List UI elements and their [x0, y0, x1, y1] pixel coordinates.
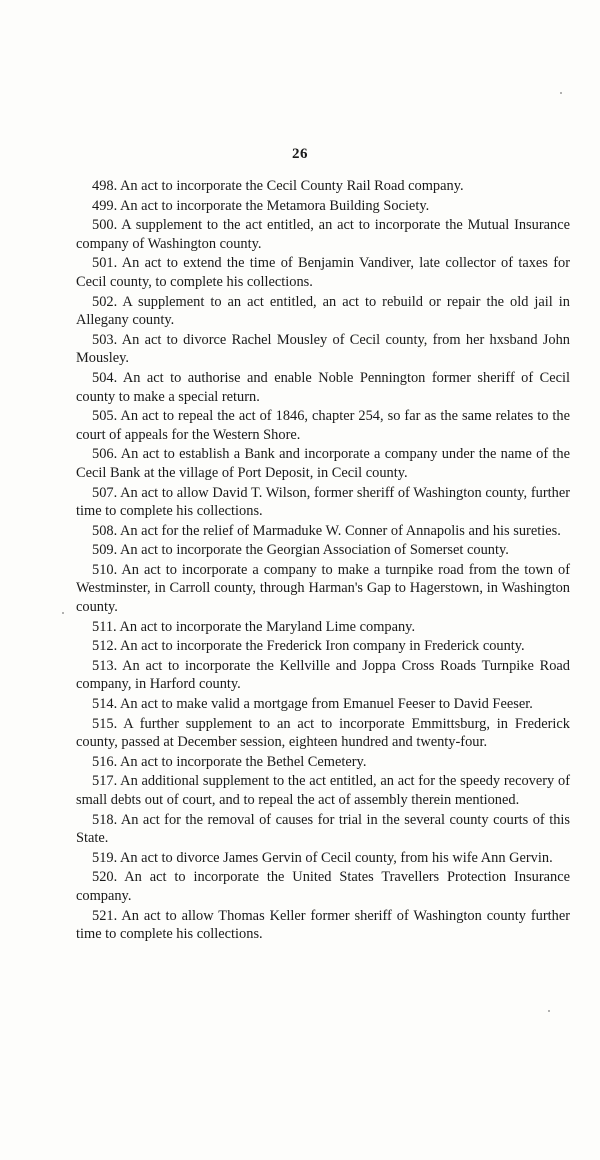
act-number: 505. — [92, 408, 118, 425]
act-entry — [76, 331, 570, 368]
act-number: 501. — [92, 255, 118, 272]
act-number: 512. — [92, 638, 118, 655]
act-number: 508. — [92, 522, 118, 539]
act-title: An act to repeal the act of 1846, chapter 254, so far as the same relates to the court of appeals for the Western Shore. — [76, 408, 570, 443]
act-entry — [76, 445, 570, 482]
act-entry — [76, 216, 570, 253]
act-number: 518. — [92, 811, 118, 828]
act-title: An act for the relief of Marmaduke W. Conner of Annapolis and his sureties. — [120, 522, 561, 539]
page-number: 26 — [292, 146, 308, 162]
paper-speck — [62, 612, 64, 614]
act-number: 503. — [92, 331, 118, 348]
act-entry — [76, 657, 570, 694]
act-entry — [76, 715, 570, 752]
act-title: An act for the removal of causes for trial in the several county courts of this State. — [76, 811, 570, 847]
act-entry — [76, 254, 570, 291]
act-entry — [76, 868, 570, 905]
acts-list — [76, 177, 570, 945]
act-title: A supplement to the act entitled, an act to incorporate the Mutual Insurance company of Washington county. — [76, 217, 570, 252]
act-title: An act to incorporate the Metamora Building Society. — [120, 197, 430, 214]
act-title: An act to establish a Bank and incorporate a company under the name of the Cecil Bank at the village of Port Deposit, in Cecil county. — [76, 446, 570, 481]
act-title: An act to incorporate the Cecil County Rail Road company. — [120, 178, 464, 194]
act-number: 507. — [92, 484, 118, 501]
act-title: An act to incorporate the Kellville and Joppa Cross Roads Turnpike Road company, in Harford county. — [76, 657, 570, 693]
act-number: 511. — [92, 618, 117, 635]
act-title: An act to incorporate the Frederick Iron company in Frederick county. — [120, 638, 525, 655]
act-title: An act to allow David T. Wilson, former sheriff of Washington county, further time to complete his collections. — [76, 484, 570, 520]
act-entry — [76, 484, 570, 521]
act-number: 510. — [92, 561, 118, 578]
act-number: 519. — [92, 849, 118, 866]
act-title: An act to divorce James Gervin of Cecil county, from his wife Ann Gervin. — [120, 849, 553, 866]
act-number: 517. — [92, 773, 118, 790]
act-title: An act to authorise and enable Noble Pennington former sheriff of Cecil county to make a special return. — [76, 369, 570, 405]
act-title: A further supplement to an act to incorporate Emmittsburg, in Frederick county, passed at December session, eighteen hundred and twenty-four. — [76, 715, 570, 751]
act-title: An act to incorporate the Georgian Association of Somerset county. — [120, 542, 509, 559]
act-entry — [76, 293, 570, 330]
act-title: An act to incorporate the United States Travellers Protection Insurance company. — [76, 869, 570, 904]
act-title: An act to extend the time of Benjamin Vandiver, late collector of taxes for Cecil county, to complete his collections. — [76, 255, 570, 290]
act-number: 516. — [92, 753, 118, 770]
act-entry — [76, 369, 570, 406]
act-entry — [76, 197, 570, 216]
act-title: An act to incorporate a company to make a turnpike road from the town of Westminster, in Carroll county, through Harman's Gap to Hagerstown, in Washington county. — [76, 561, 570, 616]
act-number: 504. — [92, 369, 118, 386]
act-entry — [76, 695, 570, 714]
act-number: 520. — [92, 869, 118, 886]
act-number: 499. — [92, 197, 118, 214]
act-entry — [76, 541, 570, 560]
act-number: 506. — [92, 446, 118, 463]
act-number: 509. — [92, 542, 118, 559]
act-title: An act to incorporate the Bethel Cemetery. — [120, 753, 367, 770]
paper-speck — [548, 1010, 550, 1012]
act-title: An act to allow Thomas Keller former sheriff of Washington county further time to complete his collections. — [76, 907, 570, 943]
act-entry — [76, 177, 570, 196]
act-entry — [76, 522, 570, 541]
act-entry — [76, 849, 570, 868]
act-entry — [76, 561, 570, 617]
act-entry — [76, 618, 570, 637]
act-number: 521. — [92, 907, 118, 924]
act-entry — [76, 407, 570, 444]
act-entry — [76, 637, 570, 656]
act-entry — [76, 907, 570, 944]
act-number: 502. — [92, 293, 118, 310]
act-entry — [76, 772, 570, 809]
act-title: An act to incorporate the Maryland Lime company. — [119, 618, 416, 635]
act-number: 513. — [92, 657, 118, 674]
act-title: An act to divorce Rachel Mousley of Cecil county, from her hxsband John Mousley. — [76, 331, 570, 367]
act-number: 500. — [92, 217, 118, 234]
act-title: An additional supplement to the act entitled, an act for the speedy recovery of small debts out of court, and to repeal the act of assembly therein mentioned. — [76, 773, 570, 808]
act-number: 515. — [92, 715, 118, 732]
paper-speck — [560, 92, 562, 94]
act-number: 498. — [92, 178, 118, 194]
act-entry — [76, 753, 570, 772]
act-title: An act to make valid a mortgage from Emanuel Feeser to David Feeser. — [120, 696, 533, 713]
act-number: 514. — [92, 696, 118, 713]
act-entry — [76, 811, 570, 848]
act-title: A supplement to an act entitled, an act to rebuild or repair the old jail in Allegany county. — [76, 293, 570, 329]
